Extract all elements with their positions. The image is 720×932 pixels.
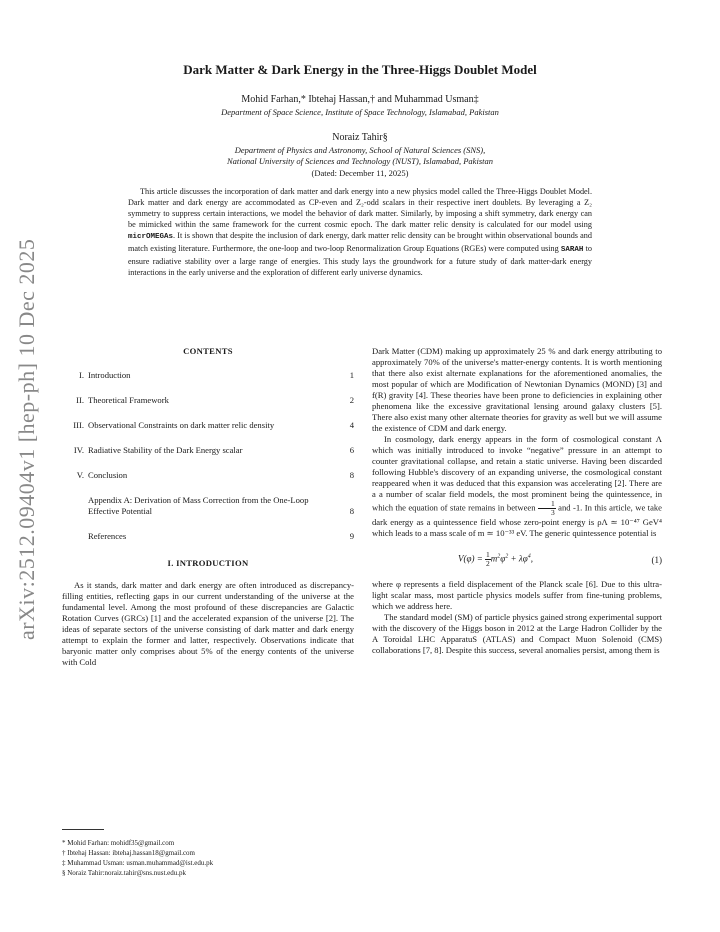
toc-item-observational-constraints[interactable] [62,420,354,431]
date-line: (Dated: December 11, 2025) [311,168,409,178]
contents-heading: CONTENTS [183,346,233,356]
toc-item-appendix-a[interactable] [62,495,354,517]
toc-label: Theoretical Framework [88,395,169,405]
arxiv-identifier[interactable]: arXiv:2512.09404v1 [hep-ph] 10 Dec 2025 [14,238,39,640]
body-paragraph-2 [372,434,662,539]
toc-page-number: 9 [349,531,354,541]
toc-item-references[interactable] [62,531,354,542]
toc-label: Radiative Stability of the Dark Energy scalar [88,445,243,455]
authors-line-1: Mohid Farhan,* Ibtehaj Hassan,† and Muhammad Usman‡ [241,94,479,105]
toc-item-theoretical-framework[interactable] [62,395,354,406]
body-paragraph-2-text: In cosmology, dark energy appears in the form of cosmological constant Λ which was initially introduced to invoke “negative” pressure in an attempt to counter gravitational collapse, and retain a static universe. Having been discarded following Hubble's discovery of an expanding universe, the cosmological constant reappeared when it was deduced that this expansion was accelerating [2]. There are a a number of scalar field models, the most prominent being the quintessence, in which the equation of state remains in between [372,434,662,513]
toc-number: III. [73,420,84,430]
paper-title: Dark Matter & Dark Energy in the Three-Higgs Doublet Model [183,62,537,77]
toc-number: V. [76,470,84,480]
body-paragraph-3: where φ represents a field displacement of the Planck scale [6]. Due to this ultra-light scalar mass, most particle physics models suffer from fine-tuning problems, which we address here. [372,579,662,611]
footnote-muhammad-usman[interactable]: ‡ Muhammad Usman: usman.muhammad@ist.edu.pk [62,859,214,867]
equation-number: (1) [651,555,662,565]
toc-item-conclusion[interactable] [62,470,354,481]
authors-line-2: Noraiz Tahir§ [332,132,388,143]
toc-label: Conclusion [88,470,128,480]
toc-label: Introduction [88,370,131,380]
intro-paragraph-1: As it stands, dark matter and dark energy are often introduced as discrepancy-filling entities, reflecting gaps in our current understanding of the universe at the fundamental level. Among the most profound of these discrepancies are Galactic Rotation Curves (GRCs) [1] and the accelerated expansion of the universe [2]. The ideas of separate sectors of the universe consisting of dark matter and dark energy attempt to explain the former and latter, respectively. Observations indicate that baryonic matter only comprises about 5% of the energy contents of the universe with Cold [62,580,354,667]
affiliation-2a: Department of Physics and Astronomy, School of Natural Sciences (SNS), [234,145,486,155]
abstract [128,186,592,278]
equation-quintessence-potential [372,547,662,573]
left-column [62,346,354,668]
right-column [372,346,662,656]
toc-number: IV. [73,445,84,455]
toc-item-introduction[interactable] [62,370,354,381]
body-paragraph-2-continued: and -1. In this article, we take dark energy as a quintessence field whose zero-point energy is ρΛ ≃ 10⁻⁴⁷ GeV⁴ which leads to a mass scale of m ≃ 10⁻³³ eV. The generic quintessence potential is [372,502,662,538]
footnotes [62,838,354,878]
toc-label: Appendix A: Derivation of Mass Correction from the One-Loop Effective Potential [88,495,309,516]
body-paragraph-1: Dark Matter (CDM) making up approximately 25 % and dark energy attributing to approximately 70% of the universe's matter-energy contents. It is worth mentioning that there also exist alternate explanations for the aforementioned anomalies, the most popular of which are Modification of Newtonian Dynamics (MOND) [3] and f(R) gravity [4]. These theories have been prone to deficiencies in explaining other phenomena like the excessive gravitational lensing around galaxy clusters [5]. There also exist many other alternate theories for gravity as well but we will assume the existence of CDM and dark energy. [372,346,662,433]
fraction-one-third: $\frac{1}{3}$ [538,500,556,517]
affiliation-2b: National University of Sciences and Technology (NUST), Islamabad, Pakistan [227,156,493,166]
toc-label: Observational Constraints on dark matter relic density [88,420,275,430]
section-heading-introduction: I. INTRODUCTION [167,558,249,568]
footnote-ibtehaj-hassan[interactable]: † Ibtehaj Hassan: ibtehaj.hassan18@gmail.com [62,849,195,857]
toc-page-number: 8 [349,506,354,516]
affiliation-1: Department of Space Science, Institute of Space Technology, Islamabad, Pakistan [221,107,499,117]
body-paragraph-4: The standard model (SM) of particle physics gained strong experimental support with the discovery of the Higgs boson in 2012 at the Large Hadron Collider by the A Toroidal LHC ApparatuS (ATLAS) and Compact Muon Solenoid (CMS) collaborations [7, 8]. Despite this success, several anomalies persist, among them is [372,612,662,655]
abstract-text-3: to ensure radiative stability over a large range of energies. This study lays the groundwork for a future study of dark matter-dark energy interactions in the early universe and the exploration of different early universe dynamics. [128,244,592,277]
footnote-mohid-farhan[interactable]: * Mohid Farhan: mohidf35@gmail.com [62,839,175,847]
abstract-text-1: This article discusses the incorporation of dark matter and dark energy into a new physics model called the Three-Higgs Doublet Model. Dark matter and dark energy are accommodated as CP-even and Z₂-odd scalars in their respective inert doublets. By leveraging a Z₂ symmetry to suppress certain interactions, we model the behavior of dark matter. Similarly, by imposing a shift symmetry, dark energy can be mimicked within the same framework for the current cosmic epoch. The dark matter relic density is calculated for our model using [128,187,592,229]
toc-item-radiative-stability[interactable] [62,445,354,456]
abstract-text-2: . It is shown that despite the inclusion of dark energy, dark matter relic density can be brought within observational bounds and match existing literature. Furthermore, the one-loop and two-loop Renormalization Group Equations (RGEs) were computed using [128,231,592,253]
abstract-code-micromegas: micrOMEGAs [128,233,174,241]
footnote-noraiz-tahir[interactable]: § Noraiz Tahir:noraiz.tahir@sns.nust.edu.pk [62,869,187,877]
toc-page-number: 1 [349,370,354,380]
abstract-code-sarah: SARAH [560,246,584,254]
toc-label: References [88,531,127,541]
toc-page-number: 2 [349,395,354,405]
toc-page-number: 4 [349,420,354,430]
toc-number: I. [78,370,84,380]
toc-page-number: 8 [349,470,354,480]
toc-page-number: 6 [349,445,354,455]
footnote-divider [62,829,104,830]
toc-number: II. [76,395,84,405]
equation-body: V(φ) = $\frac{1}{2}$ $m^2\varphi^2 + \lambda\varphi^4$, [458,550,533,568]
